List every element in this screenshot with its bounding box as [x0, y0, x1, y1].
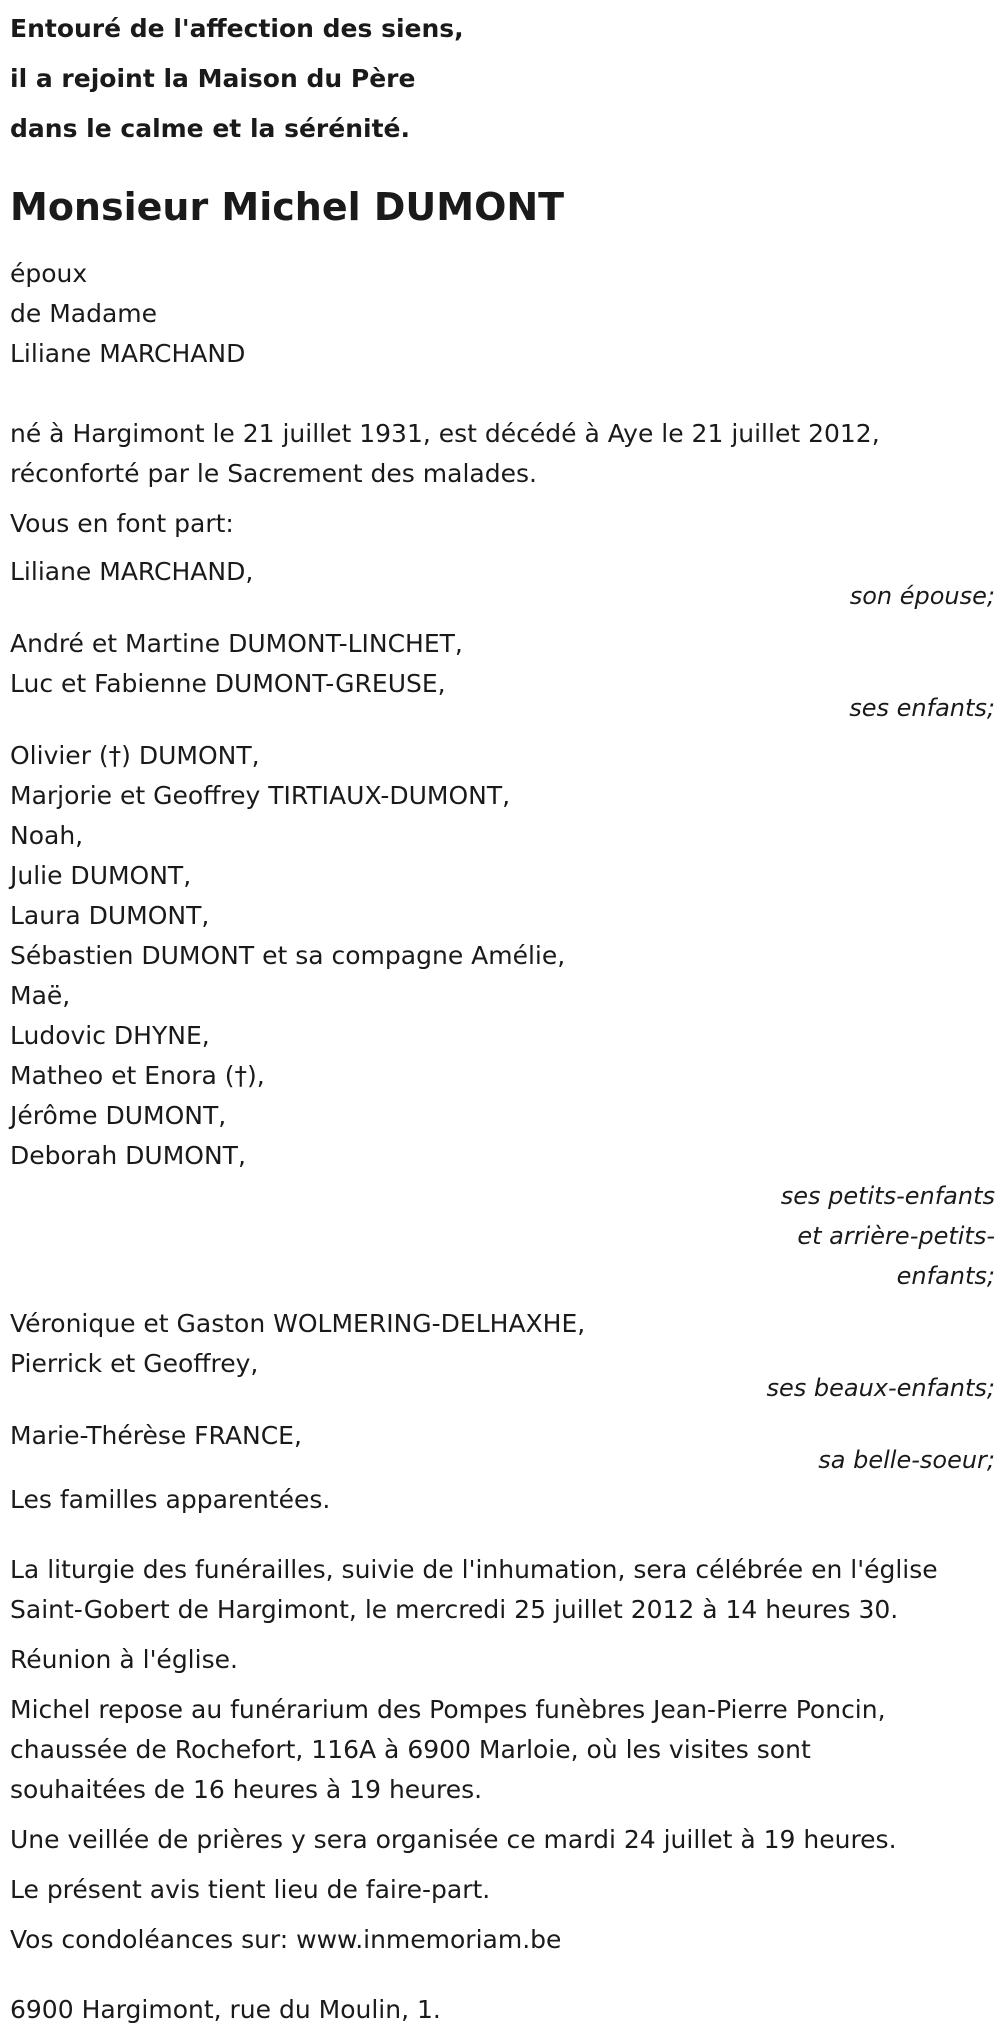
family-name: Véronique et Gaston WOLMERING-DELHAXHE,	[10, 1309, 586, 1338]
family-name: Deborah DUMONT,	[10, 1141, 246, 1170]
intro-line: dans le calme et la sérénité.	[10, 114, 410, 143]
family-group-children	[10, 624, 995, 728]
relation-label: ses enfants;	[849, 694, 995, 722]
funeral-line: Saint-Gobert de Hargimont, le mercredi 25 juillet 2012 à 14 heures 30.	[10, 1595, 899, 1624]
family-name: Maë,	[10, 981, 71, 1010]
funeral-block	[10, 1550, 995, 1630]
spouse-block	[10, 254, 995, 374]
family-group-grandchildren	[10, 736, 995, 1296]
relation-label: son épouse;	[849, 582, 995, 610]
address-line: 6900 Hargimont, rue du Moulin, 1.	[10, 1995, 441, 2024]
family-name: Ludovic DHYNE,	[10, 1021, 210, 1050]
rest-line: chaussée de Rochefort, 116A à 6900 Marloie, où les visites sont	[10, 1735, 811, 1764]
announce-line: Vous en font part:	[10, 509, 234, 538]
family-group-stepchildren	[10, 1304, 995, 1408]
family-name: Julie DUMONT,	[10, 861, 192, 890]
rest-line: Michel repose au funérarium des Pompes funèbres Jean-Pierre Poncin,	[10, 1695, 886, 1724]
family-name: Noah,	[10, 821, 84, 850]
family-name: Marie-Thérèse FRANCE,	[10, 1421, 302, 1450]
intro-block	[10, 4, 995, 154]
family-name: Matheo et Enora (†),	[10, 1061, 265, 1090]
family-name: Marjorie et Geoffrey TIRTIAUX-DUMONT,	[10, 781, 511, 810]
relation-label: ses petits-enfants	[780, 1182, 995, 1210]
funeral-line: La liturgie des funérailles, suivie de l'inhumation, sera célébrée en l'église	[10, 1555, 938, 1584]
spouse-line: époux	[10, 259, 88, 288]
deceased-name: Monsieur Michel DUMONT	[10, 185, 565, 229]
family-name: Liliane MARCHAND,	[10, 557, 254, 586]
family-name: André et Martine DUMONT-LINCHET,	[10, 629, 463, 658]
family-name: Jérôme DUMONT,	[10, 1101, 227, 1130]
family-group-spouse	[10, 552, 995, 616]
family-name: Olivier (†) DUMONT,	[10, 741, 260, 770]
relation-label: enfants;	[896, 1262, 995, 1290]
birth-death-line: réconforté par le Sacrement des malades.	[10, 459, 537, 488]
vigil-line: Une veillée de prières y sera organisée ce mardi 24 juillet à 19 heures.	[10, 1825, 897, 1854]
rest-line: souhaitées de 16 heures à 19 heures.	[10, 1775, 483, 1804]
family-name: Laura DUMONT,	[10, 901, 210, 930]
relation-label: ses beaux-enfants;	[766, 1374, 995, 1402]
rest-block	[10, 1690, 995, 1810]
family-group-sister-in-law	[10, 1416, 995, 1480]
obituary-notice	[10, 4, 995, 2030]
intro-line: Entouré de l'affection des siens,	[10, 14, 464, 43]
spouse-line: de Madame	[10, 299, 158, 328]
notice-line: Le présent avis tient lieu de faire-part.	[10, 1875, 491, 1904]
reunion-line: Réunion à l'église.	[10, 1645, 238, 1674]
condolences-line: Vos condoléances sur: www.inmemoriam.be	[10, 1925, 562, 1954]
families-line: Les familles apparentées.	[10, 1485, 331, 1514]
birth-death-line: né à Hargimont le 21 juillet 1931, est décédé à Aye le 21 juillet 2012,	[10, 419, 880, 448]
relation-label: et arrière-petits-	[797, 1222, 995, 1250]
family-name: Pierrick et Geoffrey,	[10, 1349, 259, 1378]
relation-label: sa belle-soeur;	[818, 1446, 995, 1474]
family-name: Sébastien DUMONT et sa compagne Amélie,	[10, 941, 566, 970]
birth-death-block	[10, 414, 995, 494]
spouse-line: Liliane MARCHAND	[10, 339, 246, 368]
intro-line: il a rejoint la Maison du Père	[10, 64, 416, 93]
family-name: Luc et Fabienne DUMONT-GREUSE,	[10, 669, 446, 698]
